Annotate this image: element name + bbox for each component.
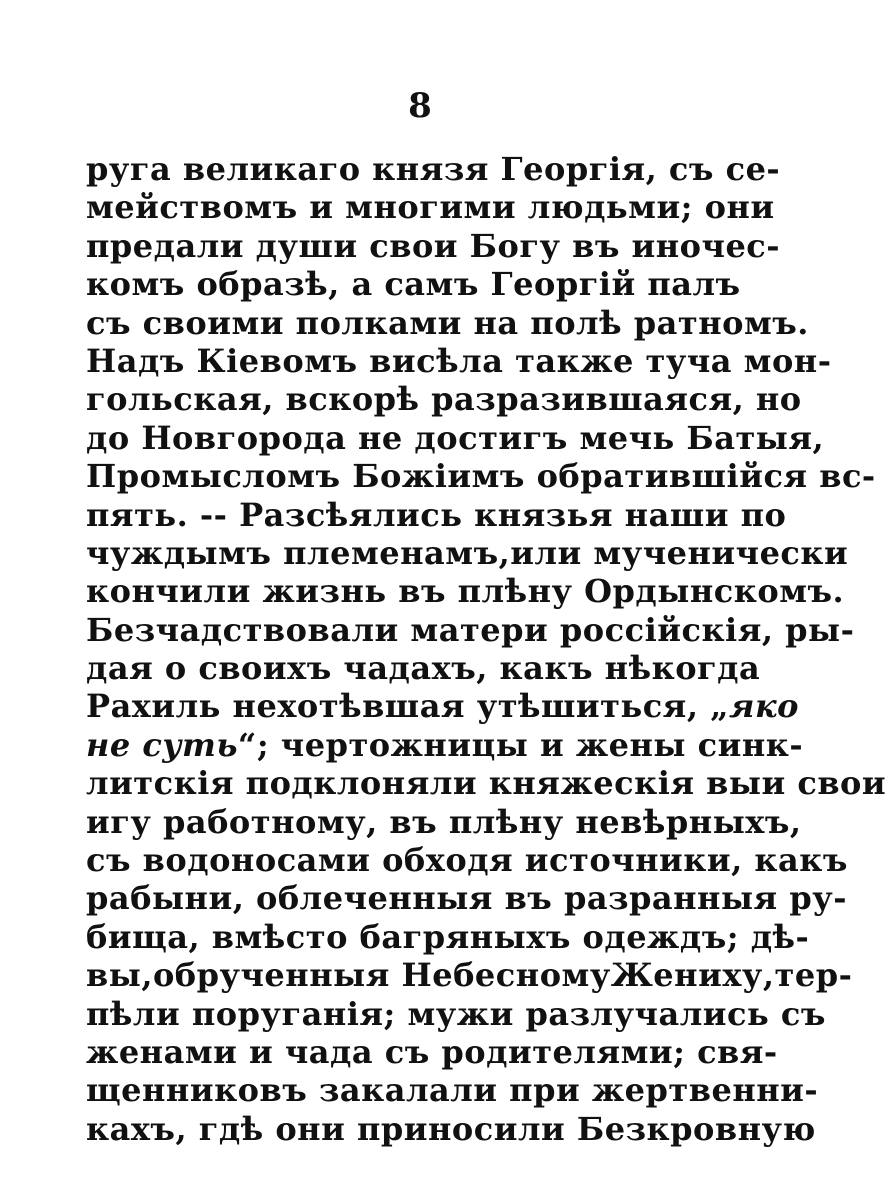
- text-line-26: кахъ, гдѣ они приносили Безкровную: [86, 1109, 816, 1148]
- text-line-5: съ своими полками на полѣ ратномъ.: [86, 303, 809, 342]
- text-line-7: гольская, вскорѣ разразившаяся, но: [86, 380, 802, 419]
- text-line-21: бища, вмѣсто багряныхъ одеждъ; дѣ-: [86, 917, 810, 956]
- text-line-8: до Новгорода не достигъ мечь Батыя,: [86, 418, 825, 457]
- text-line-1: руга великаго князя Георгія, съ се-: [86, 150, 781, 188]
- text-line-12: кончили жизнь въ плѣну Ордынскомъ.: [86, 572, 845, 611]
- body-text: [86, 150, 886, 1148]
- text-line-10: пять. -- Разсѣялись князья наши по: [86, 495, 787, 534]
- text-line-11: чуждымъ племенамъ,или мученически: [86, 533, 849, 572]
- text-line-6: Надъ Кіевомъ висѣла также туча мон-: [86, 341, 832, 380]
- text-line-25: щенниковъ закалали при жертвенни-: [86, 1071, 819, 1110]
- text-line-4: комъ образѣ, а самъ Георгій палъ: [86, 265, 741, 304]
- page-number: 8: [408, 86, 432, 126]
- text-line-15: Рахиль нехотѣвшая утѣшиться, „яко: [86, 687, 799, 726]
- text-line-14: дая о своихъ чадахъ, какъ нѣкогда: [86, 649, 761, 688]
- text-line-3: предали души свои Богу въ иночес-: [86, 226, 781, 265]
- text-line-22: вы,обрученныя НебесномуЖениху,тер-: [86, 956, 853, 995]
- text-line-2: мействомъ и многими людьми; они: [86, 188, 775, 227]
- text-line-16: не суть“; чертожницы и жены синк-: [86, 725, 804, 764]
- text-line-20: рабыни, облеченныя въ разранныя ру-: [86, 879, 847, 918]
- text-line-23: пѣли поруганія; мужи разлучались съ: [86, 994, 826, 1033]
- text-line-24: женами и чада съ родителями; свя-: [86, 1032, 778, 1071]
- text-line-18: игу работному, въ плѣну невѣрныхъ,: [86, 802, 802, 841]
- italic-quote-start: яко: [729, 687, 799, 726]
- text-line-19: съ водоносами обходя источники, какъ: [86, 841, 848, 880]
- italic-quote-end: не суть: [86, 725, 238, 764]
- text-line-9: Промысломъ Божіимъ обратившійся вс-: [86, 457, 876, 496]
- text-line-13: Безчадствовали матери россійскія, ры-: [86, 610, 855, 649]
- text-line-17: литскія подклоняли княжескія выи свои: [86, 764, 886, 803]
